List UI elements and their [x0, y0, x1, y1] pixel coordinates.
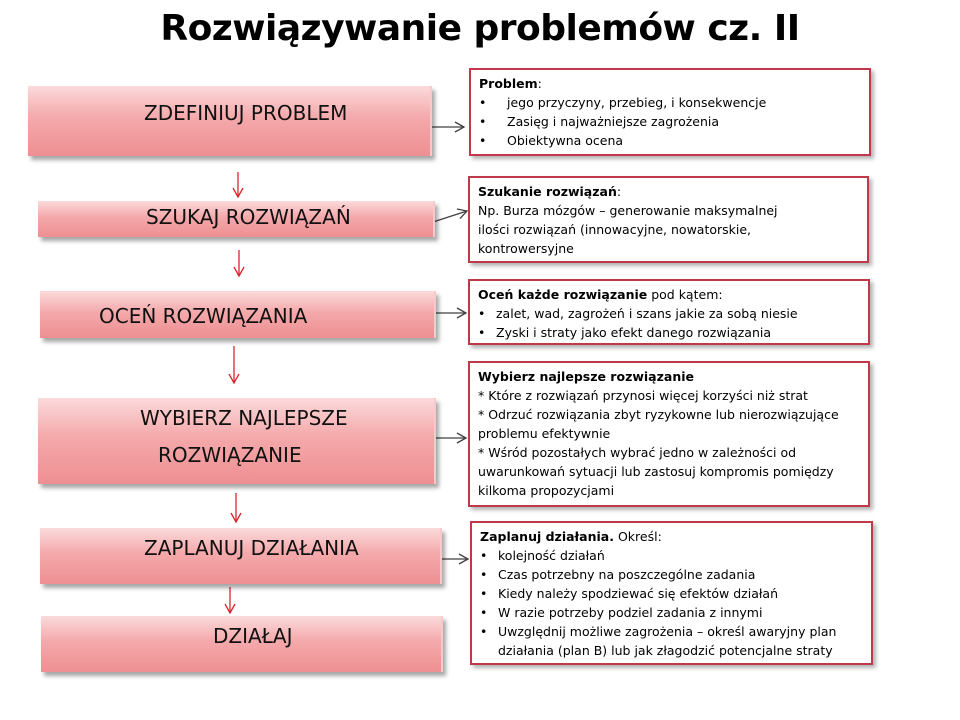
bullet: •	[480, 605, 488, 620]
bullet: •	[480, 586, 488, 601]
info-heading-rest: Określ:	[613, 529, 662, 544]
list-item	[480, 622, 863, 641]
info-text-line: problemu efektywnie	[478, 426, 611, 441]
info-text-line: * Odrzuć rozwiązania zbyt ryzykowne lub nierozwiązujące	[478, 407, 839, 422]
page-title: Rozwiązywanie problemów cz. II	[160, 8, 800, 49]
info-text-line: kontrowersyjne	[478, 241, 574, 256]
right-arrow-2	[433, 211, 467, 222]
list-item-text: Zasięg i najważniejsze zagrożenia	[507, 114, 720, 129]
info-heading: Szukanie rozwiązań	[478, 184, 617, 199]
list-item-text: działania (plan B) lub jak złagodzić potencjalne straty	[498, 643, 833, 658]
info-box-problem	[469, 68, 871, 156]
list-item-text: Obiektywna ocena	[507, 133, 624, 148]
info-text-line: * Które z rozwiązań przynosi więcej korzyści niż strat	[478, 388, 808, 403]
list-item	[478, 323, 860, 342]
list-item-text: Uwzględnij możliwe zagrożenia – określ awaryjny plan	[498, 624, 837, 639]
info-text-line: Np. Burza mózgów – generowanie maksymalnej	[478, 203, 778, 218]
step-evaluate-solutions	[40, 291, 436, 338]
list-item	[480, 565, 863, 584]
info-box-choose-best	[468, 361, 870, 507]
list-item-continuation	[480, 641, 863, 660]
list-item-text: Zyski i straty jako efekt danego rozwiązania	[496, 325, 771, 340]
step-label-line-2: ROZWIĄZANIE	[158, 443, 302, 467]
list-item-text: zalet, wad, zagrożeń i szans jakie za sobą niesie	[496, 306, 798, 321]
info-heading: Zaplanuj działania.	[480, 529, 614, 544]
bullet: •	[480, 567, 488, 582]
info-heading-rest: pod kątem:	[647, 287, 723, 302]
info-text-line: uwarunkowań sytuacji lub zastosuj kompromis pomiędzy	[478, 464, 834, 479]
info-text-line: * Wśród pozostałych wybrać jedno w zależności od	[478, 445, 797, 460]
step-label: DZIAŁAJ	[213, 624, 293, 648]
list-item	[480, 546, 863, 565]
step-label: ZDEFINIUJ PROBLEM	[144, 101, 348, 125]
step-plan-actions	[40, 528, 442, 584]
bullet: •	[478, 325, 486, 340]
info-heading-rest: :	[616, 184, 622, 199]
step-label: SZUKAJ ROZWIĄZAŃ	[146, 205, 351, 229]
bullet: •	[480, 548, 488, 563]
info-box-evaluate	[468, 279, 870, 345]
list-item	[480, 603, 863, 622]
info-text-line: kilkoma propozycjami	[478, 483, 615, 498]
bullet: •	[479, 133, 487, 148]
list-item-text: Czas potrzebny na poszczególne zadania	[498, 567, 756, 582]
step-act	[41, 616, 443, 672]
list-item	[479, 112, 861, 131]
list-item-text: kolejność działań	[498, 548, 605, 563]
bullet: •	[479, 114, 487, 129]
info-heading-rest: :	[537, 76, 542, 91]
step-label-line-1: WYBIERZ NAJLEPSZE	[140, 406, 348, 430]
bullet: •	[478, 306, 486, 321]
step-search-solutions	[38, 201, 435, 237]
step-choose-best-solution	[38, 398, 436, 484]
step-label: OCEŃ ROZWIĄZANIA	[99, 304, 308, 328]
step-define-problem	[28, 86, 432, 156]
step-label: ZAPLANUJ DZIAŁANIA	[144, 536, 359, 560]
list-item	[479, 131, 861, 150]
info-text-line: ilości rozwiązań (innowacyjne, nowatorskie,	[478, 222, 752, 237]
list-item-text: Kiedy należy spodziewać się efektów działań	[498, 586, 779, 601]
list-item	[479, 93, 861, 112]
info-box-plan-actions	[470, 521, 873, 665]
info-box-search-solutions	[468, 176, 869, 263]
list-item	[480, 584, 863, 603]
info-heading: Problem	[479, 76, 538, 91]
info-heading: Oceń każde rozwiązanie	[478, 287, 648, 302]
info-heading: Wybierz najlepsze rozwiązanie	[478, 369, 694, 384]
list-item	[478, 304, 860, 323]
bullet: •	[479, 95, 487, 110]
list-item-text: jego przyczyny, przebieg, i konsekwencje	[507, 95, 767, 110]
bullet: •	[480, 624, 488, 639]
list-item-text: W razie potrzeby podziel zadania z innymi	[498, 605, 763, 620]
